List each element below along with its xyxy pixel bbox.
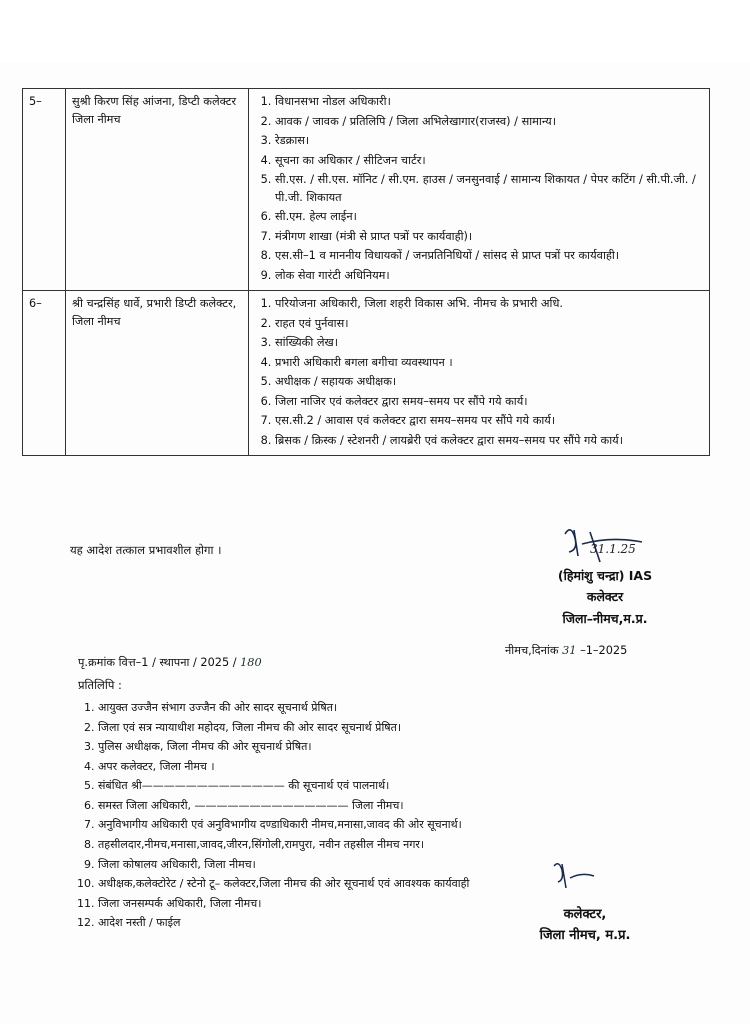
- serial-number: 5–: [23, 89, 66, 291]
- officer-name: सुश्री किरण सिंह आंजना, डिप्टी कलेक्टर जिला नीमच: [66, 89, 249, 291]
- serial-number: 6–: [23, 291, 66, 456]
- duty-item: 4. प्रभारी अधिकारी बगला बगीचा व्यवस्थापन ।: [275, 354, 703, 372]
- table-row: [23, 291, 710, 456]
- copy-recipient-item: 1. आयुक्त उज्जैन संभाग उज्जैन की ओर सादर सूचनार्थ प्रेषित।: [98, 698, 698, 718]
- dated-day: 31: [562, 644, 577, 657]
- duty-item: 5. अधीक्षक / सहायक अधीक्षक।: [275, 373, 703, 391]
- copy-recipient-item: 6. समस्त जिला अधिकारी, —————————————— जिला नीमच।: [98, 796, 698, 816]
- duty-item: 8. एस.सी–1 व माननीय विधायकों / जनप्रतिनिधियों / सांसद से प्राप्त पत्रों पर कार्यवाही।: [275, 247, 703, 265]
- bottom-office: जिला नीमच, म.प्र.: [539, 927, 631, 943]
- dated-line: [505, 643, 627, 658]
- copy-to-heading: प्रतिलिपि :: [78, 678, 122, 692]
- duty-item: 3. सांख्यिकी लेख।: [275, 334, 703, 352]
- duty-list: [255, 295, 703, 449]
- duties-cell: [249, 291, 710, 456]
- duty-item: 9. लोक सेवा गारंटी अधिनियम।: [275, 267, 703, 285]
- signature-date: 31.1.25: [590, 542, 636, 556]
- signatory-office: जिला–नीमच,म.प्र.: [562, 610, 648, 626]
- page-top-margin: [0, 0, 750, 62]
- duty-allocation-table: [22, 88, 710, 456]
- handwritten-initials: [548, 858, 598, 898]
- reference-number-line: [78, 655, 262, 670]
- reference-prefix: पृ.क्रमांक वित्त–1 / स्थापना / 2025 /: [78, 656, 237, 669]
- table-row: [23, 89, 710, 291]
- copy-recipient-item: 7. अनुविभागीय अधिकारी एवं अनुविभागीय दण्डाधिकारी नीमच,मनासा,जावद की ओर सूचनार्थ।: [98, 815, 698, 835]
- duty-item: 5. सी.एस. / सी.एस. मॉनिट / सी.एम. हाउस / जनसुनवाई / सामान्य शिकायत / पेपर कटिंग / सी.पी.जी. / पी.जी. शिकायत: [275, 171, 703, 206]
- duty-item: 8. ब्रिसक / क्रिस्क / स्टेशनरी / लायब्रेरी एवं कलेक्टर द्वारा समय–समय पर सौंपे गये कार्य।: [275, 432, 703, 450]
- duty-item: 6. जिला नाजिर एवं कलेक्टर द्वारा समय–समय पर सौंपे गये कार्य।: [275, 393, 703, 411]
- signature-block: [490, 565, 720, 629]
- copy-recipient-item: 5. संबंधित श्री————————————— की सूचनार्थ एवं पालनार्थ।: [98, 776, 698, 796]
- copy-recipient-item: 9. जिला कोषालय अधिकारी, जिला नीमच।: [98, 855, 698, 875]
- duty-item: 6. सी.एम. हेल्प लाईन।: [275, 208, 703, 226]
- signatory-designation: कलेक्टर: [586, 589, 624, 605]
- reference-number: 180: [240, 656, 262, 669]
- duty-item: 7. मंत्रीगण शाखा (मंत्री से प्राप्त पत्रों पर कार्यवाही)।: [275, 228, 703, 246]
- copy-recipient-item: 11. जिला जनसम्पर्क अधिकारी, जिला नीमच।: [98, 894, 698, 914]
- copy-recipient-item: 10. अधीक्षक,कलेक्टोरेट / स्टेनो टू– कलेक्टर,जिला नीमच की ओर सूचनार्थ एवं आवश्यक कार्यवाही: [98, 874, 698, 894]
- copy-recipient-item: 8. तहसीलदार,नीमच,मनासा,जावद,जीरन,सिंगोली,रामपुरा, नवीन तहसील नीमच नगर।: [98, 835, 698, 855]
- bottom-signature-block: [510, 905, 660, 947]
- copy-recipient-item: 2. जिला एवं सत्र न्यायाधीश महोदय, जिला नीमच की ओर सादर सूचनार्थ प्रेषित।: [98, 718, 698, 738]
- duty-list: [255, 93, 703, 284]
- duty-item: 1. परियोजना अधिकारी, जिला शहरी विकास अभि. नीमच के प्रभारी अधि.: [275, 295, 703, 313]
- copy-recipient-list: [78, 698, 698, 933]
- copy-recipient-item: 4. अपर कलेक्टर, जिला नीमच ।: [98, 757, 698, 777]
- duty-item: 7. एस.सी.2 / आवास एवं कलेक्टर द्वारा समय–समय पर सौंपे गये कार्य।: [275, 412, 703, 430]
- duty-item: 2. आवक / जावक / प्रतिलिपि / जिला अभिलेखागार(राजस्व) / सामान्य।: [275, 113, 703, 131]
- duty-item: 3. रेडक्रास।: [275, 132, 703, 150]
- copy-recipient-item: 3. पुलिस अधीक्षक, जिला नीमच की ओर सूचनार्थ प्रेषित।: [98, 737, 698, 757]
- dated-suffix: –1–2025: [580, 644, 628, 657]
- duties-cell: [249, 89, 710, 291]
- signatory-name: (हिमांशु चन्द्रा) IAS: [557, 568, 653, 583]
- copy-recipient-item: 12. आदेश नस्ती / फाईल: [98, 913, 698, 933]
- duty-item: 2. राहत एवं पुर्नवास।: [275, 315, 703, 333]
- duty-item: 1. विधानसभा नोडल अधिकारी।: [275, 93, 703, 111]
- duty-item: 4. सूचना का अधिकार / सीटिजन चार्टर।: [275, 152, 703, 170]
- dated-prefix: नीमच,दिनांक: [505, 644, 559, 657]
- officer-name: श्री चन्द्रसिंह धार्वे, प्रभारी डिप्टी कलेक्टर, जिला नीमच: [66, 291, 249, 456]
- order-effective-statement: यह आदेश तत्काल प्रभावशील होगा ।: [70, 543, 222, 557]
- bottom-designation: कलेक्टर,: [563, 907, 607, 922]
